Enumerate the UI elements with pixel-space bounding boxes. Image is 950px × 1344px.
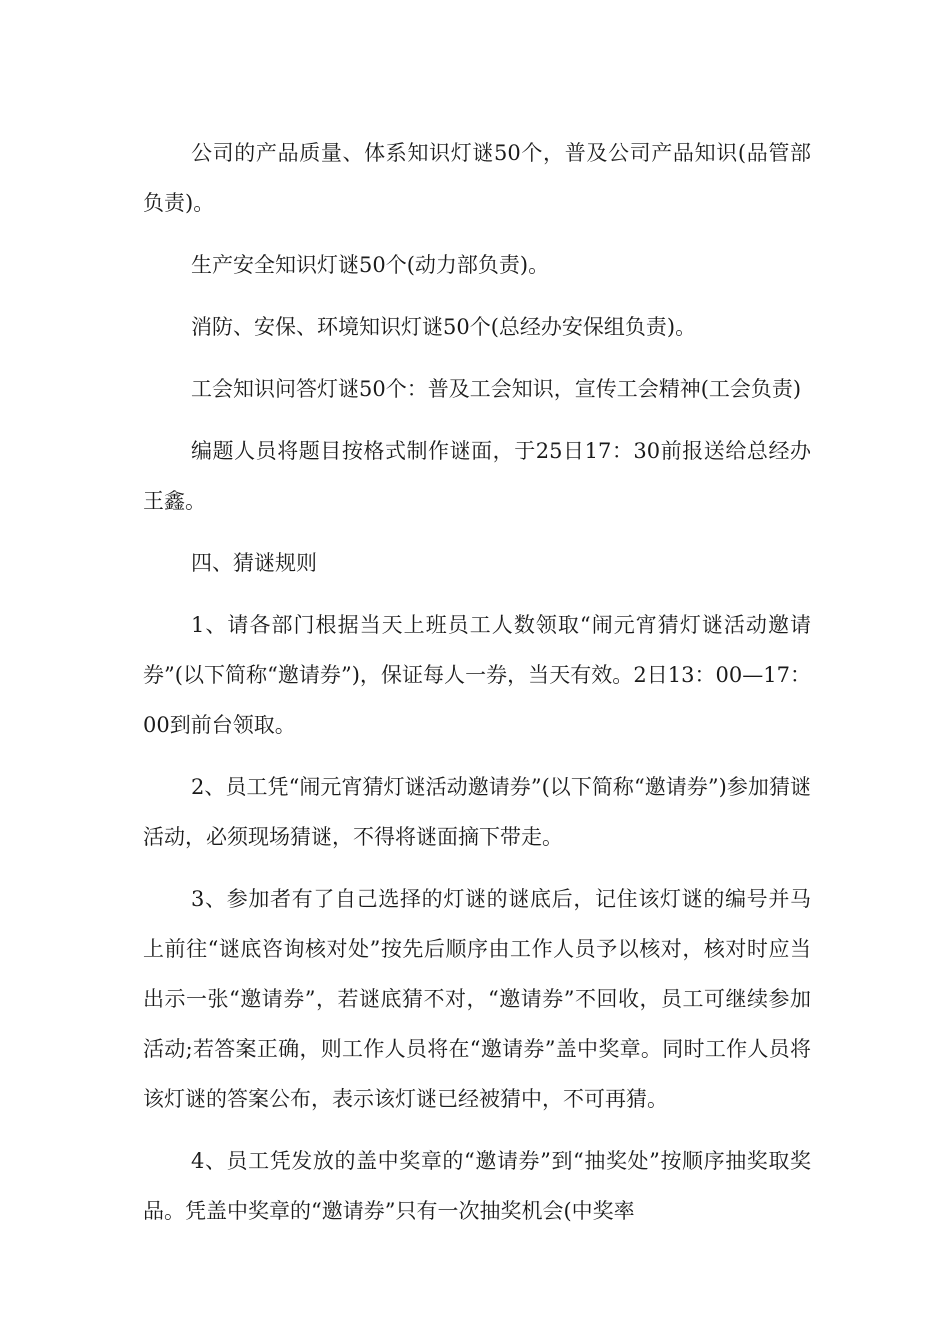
paragraph-fire-security-riddles: 消防、安保、环境知识灯谜50个(总经办安保组负责)。 xyxy=(191,315,697,339)
rule-3: 3、参加者有了自己选择的灯谜的谜底后，记住该灯谜的编号并马上前往“谜底咨询核对处”按先后顺序由工作人员予以核对，核对时应当出示一张“邀请券”，若谜底猜不对，“邀请券”不回收，员工可继续参加活动;若答案正确，则工作人员将在“邀请券”盖中奖章。同时工作人员将该灯谜的答案公布，表示该灯谜已经被猜中，不可再猜。 xyxy=(143,887,811,1111)
paragraph-union-riddles: 工会知识问答灯谜50个：普及工会知识，宣传工会精神(工会负责) xyxy=(191,377,802,401)
paragraph-production-safety-riddles: 生产安全知识灯谜50个(动力部负责)。 xyxy=(191,253,550,277)
paragraph-submission-deadline: 编题人员将题目按格式制作谜面，于25日17：30前报送给总经办王鑫。 xyxy=(143,439,811,513)
rule-1: 1、请各部门根据当天上班员工人数领取“闹元宵猜灯谜活动邀请券”(以下简称“邀请券”)，保证每人一券，当天有效。2日13：00—17：00到前台领取。 xyxy=(143,613,811,737)
rule-2: 2、员工凭“闹元宵猜灯谜活动邀请券”(以下简称“邀请券”)参加猜谜活动，必须现场猜谜，不得将谜面摘下带走。 xyxy=(143,775,811,849)
paragraph-product-quality-riddles: 公司的产品质量、体系知识灯谜50个，普及公司产品知识(品管部负责)。 xyxy=(143,141,811,215)
rule-4: 4、员工凭发放的盖中奖章的“邀请券”到“抽奖处”按顺序抽奖取奖品。凭盖中奖章的“邀请券”只有一次抽奖机会(中奖率 xyxy=(143,1149,811,1223)
section-heading-riddle-rules: 四、猜谜规则 xyxy=(191,551,317,575)
document-body xyxy=(143,128,811,1248)
